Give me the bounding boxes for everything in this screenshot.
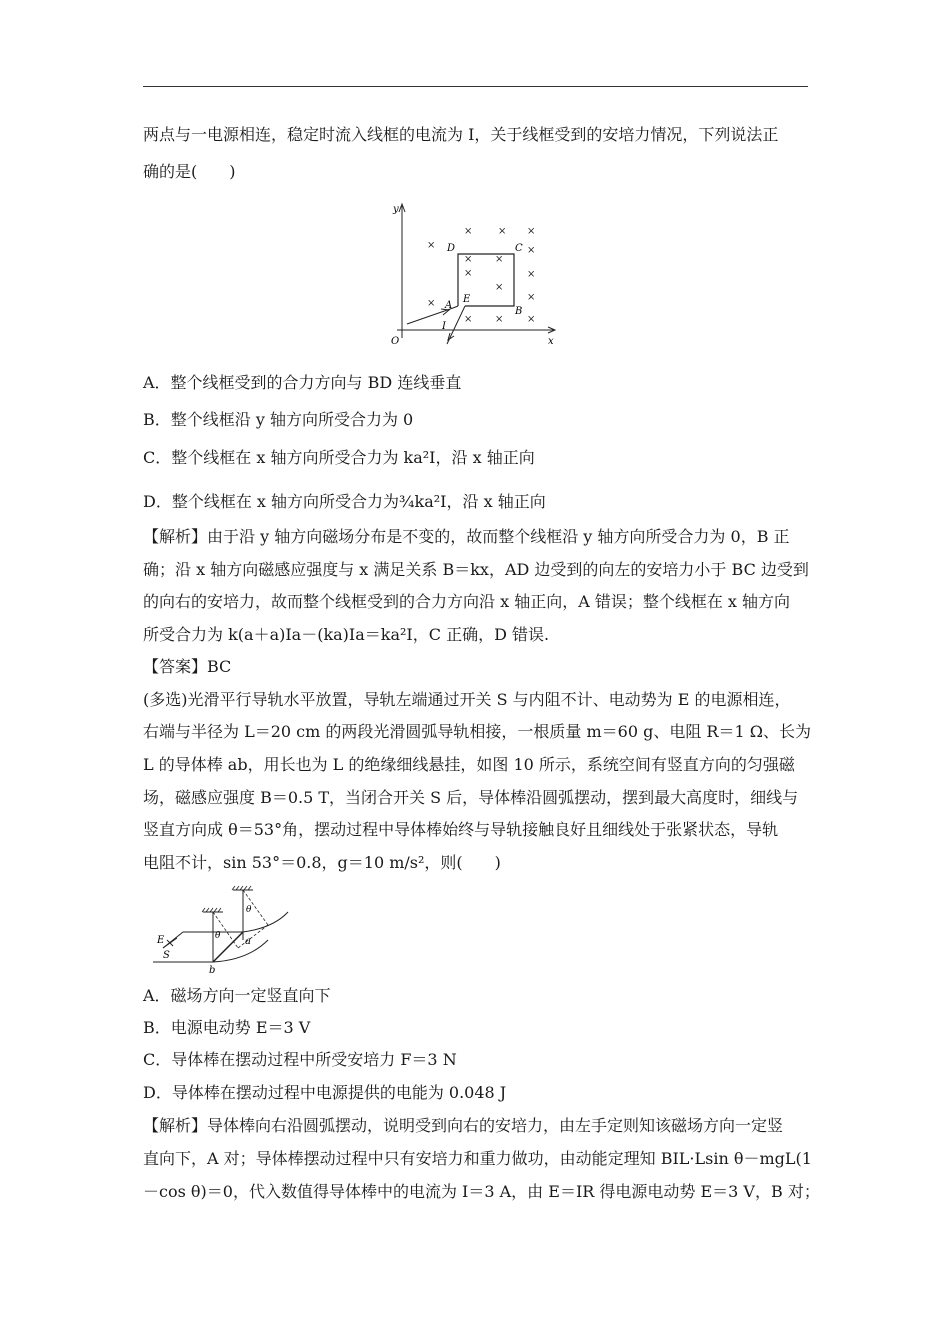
header-rule [143, 86, 808, 87]
origin-label: O [391, 336, 400, 347]
q2-figure [143, 880, 293, 975]
svg-text:×: × [427, 298, 436, 309]
q2-analysis-line-3: －cos θ)＝0，代入数值得导体棒中的电流为 I＝3 A，由 E＝IR 得电源电动势 E＝3 V，B 对； [143, 1182, 820, 1201]
label-b: b [209, 965, 216, 975]
q1-option-c: C．整个线框在 x 轴方向所受合力为 ka²I，沿 x 轴正向 [143, 448, 535, 467]
svg-text:×: × [495, 282, 504, 293]
label-a: a [245, 936, 251, 947]
q1-option-d: D．整个线框在 x 轴方向所受合力为¾ka²I，沿 x 轴正向 [143, 492, 546, 511]
q1-figure [385, 198, 560, 350]
q1-option-a: A．整个线框受到的合力方向与 BD 连线垂直 [143, 373, 462, 392]
q2-option-d: D．导体棒在摆动过程中电源提供的电能为 0.048 J [143, 1083, 507, 1102]
label-D: D [447, 243, 456, 254]
q2-stem-line-1: (多选)光滑平行导轨水平放置，导轨左端通过开关 S 与内阻不计、电动势为 E 的电源相连， [143, 690, 791, 709]
svg-text:×: × [527, 226, 536, 237]
svg-text:×: × [464, 268, 473, 279]
q2-stem-line-3: L 的导体棒 ab，用长也为 L 的绝缘细线悬挂，如图 10 所示，系统空间有竖直方向的匀强磁 [143, 755, 795, 774]
svg-text:×: × [527, 245, 536, 256]
q2-option-b: B．电源电动势 E＝3 V [143, 1018, 311, 1037]
q2-stem-line-2: 右端与半径为 L＝20 cm 的两段光滑圆弧导轨相接，一根质量 m＝60 g、电阻 R＝1 Ω、长为 [143, 722, 811, 741]
label-B: B [515, 306, 523, 317]
label-I: I [442, 321, 446, 332]
q2-stem-line-6: 电阻不计，sin 53°＝0.8，g＝10 m/s²，则( ) [143, 853, 501, 872]
svg-text:×: × [527, 269, 536, 280]
svg-text:×: × [498, 226, 507, 237]
axis-y-label: y [393, 204, 399, 215]
q1-answer: 【答案】BC [143, 657, 232, 676]
q1-analysis-line-3: 的向右的安培力，故而整个线框受到的合力方向沿 x 轴正向，A 错误；整个线框在 x 轴方向 [143, 592, 791, 611]
q2-option-c: C．导体棒在摆动过程中所受安培力 F＝3 N [143, 1050, 457, 1069]
svg-text:×: × [464, 226, 473, 237]
svg-text:×: × [464, 254, 473, 265]
label-E: E [463, 294, 471, 305]
q1-stem-line-1: 两点与一电源相连，稳定时流入线框的电流为 I，关于线框受到的安培力情况，下列说法正 [143, 125, 779, 144]
q2-analysis-line-2: 直向下，A 对；导体棒摆动过程中只有安培力和重力做功，由动能定理知 BIL·Lsin θ－mgL(1 [143, 1149, 812, 1168]
q2-stem-line-5: 竖直方向成 θ＝53°角，摆动过程中导体棒始终与导轨接触良好且细线处于张紧状态，导轨 [143, 820, 779, 839]
label-theta-1: θ [246, 905, 252, 915]
svg-text:×: × [495, 254, 504, 265]
q1-stem-line-2: 确的是( ) [143, 162, 236, 181]
svg-text:×: × [427, 240, 436, 251]
svg-text:×: × [495, 314, 504, 325]
q2-stem-line-4: 场，磁感应强度 B＝0.5 T，当闭合开关 S 后，导体棒沿圆弧摆动，摆到最大高度时，细线与 [143, 788, 799, 807]
label-A: A [445, 300, 453, 311]
label-E2: E [157, 935, 165, 946]
svg-text:×: × [527, 292, 536, 303]
label-S: S [163, 950, 170, 961]
axis-x-label: x [548, 336, 554, 347]
svg-text:×: × [527, 314, 536, 325]
q1-analysis-line-1: 【解析】由于沿 y 轴方向磁场分布是不变的，故而整个线框沿 y 轴方向所受合力为 0，B 正 [143, 527, 790, 546]
q1-option-b: B．整个线框沿 y 轴方向所受合力为 0 [143, 410, 414, 429]
q1-analysis-line-2: 确；沿 x 轴方向磁感应强度与 x 满足关系 B＝kx，AD 边受到的向左的安培力小于 BC 边受到 [143, 560, 809, 579]
svg-text:×: × [464, 314, 473, 325]
label-theta-2: θ [215, 931, 221, 941]
q2-analysis-line-1: 【解析】导体棒向右沿圆弧摆动，说明受到向右的安培力，由左手定则知该磁场方向一定竖 [143, 1116, 784, 1135]
label-C: C [515, 243, 523, 254]
q1-analysis-line-4: 所受合力为 k(a＋a)Ia－(ka)Ia＝ka²I，C 正确，D 错误. [143, 625, 550, 644]
q2-option-a: A．磁场方向一定竖直向下 [143, 986, 331, 1005]
